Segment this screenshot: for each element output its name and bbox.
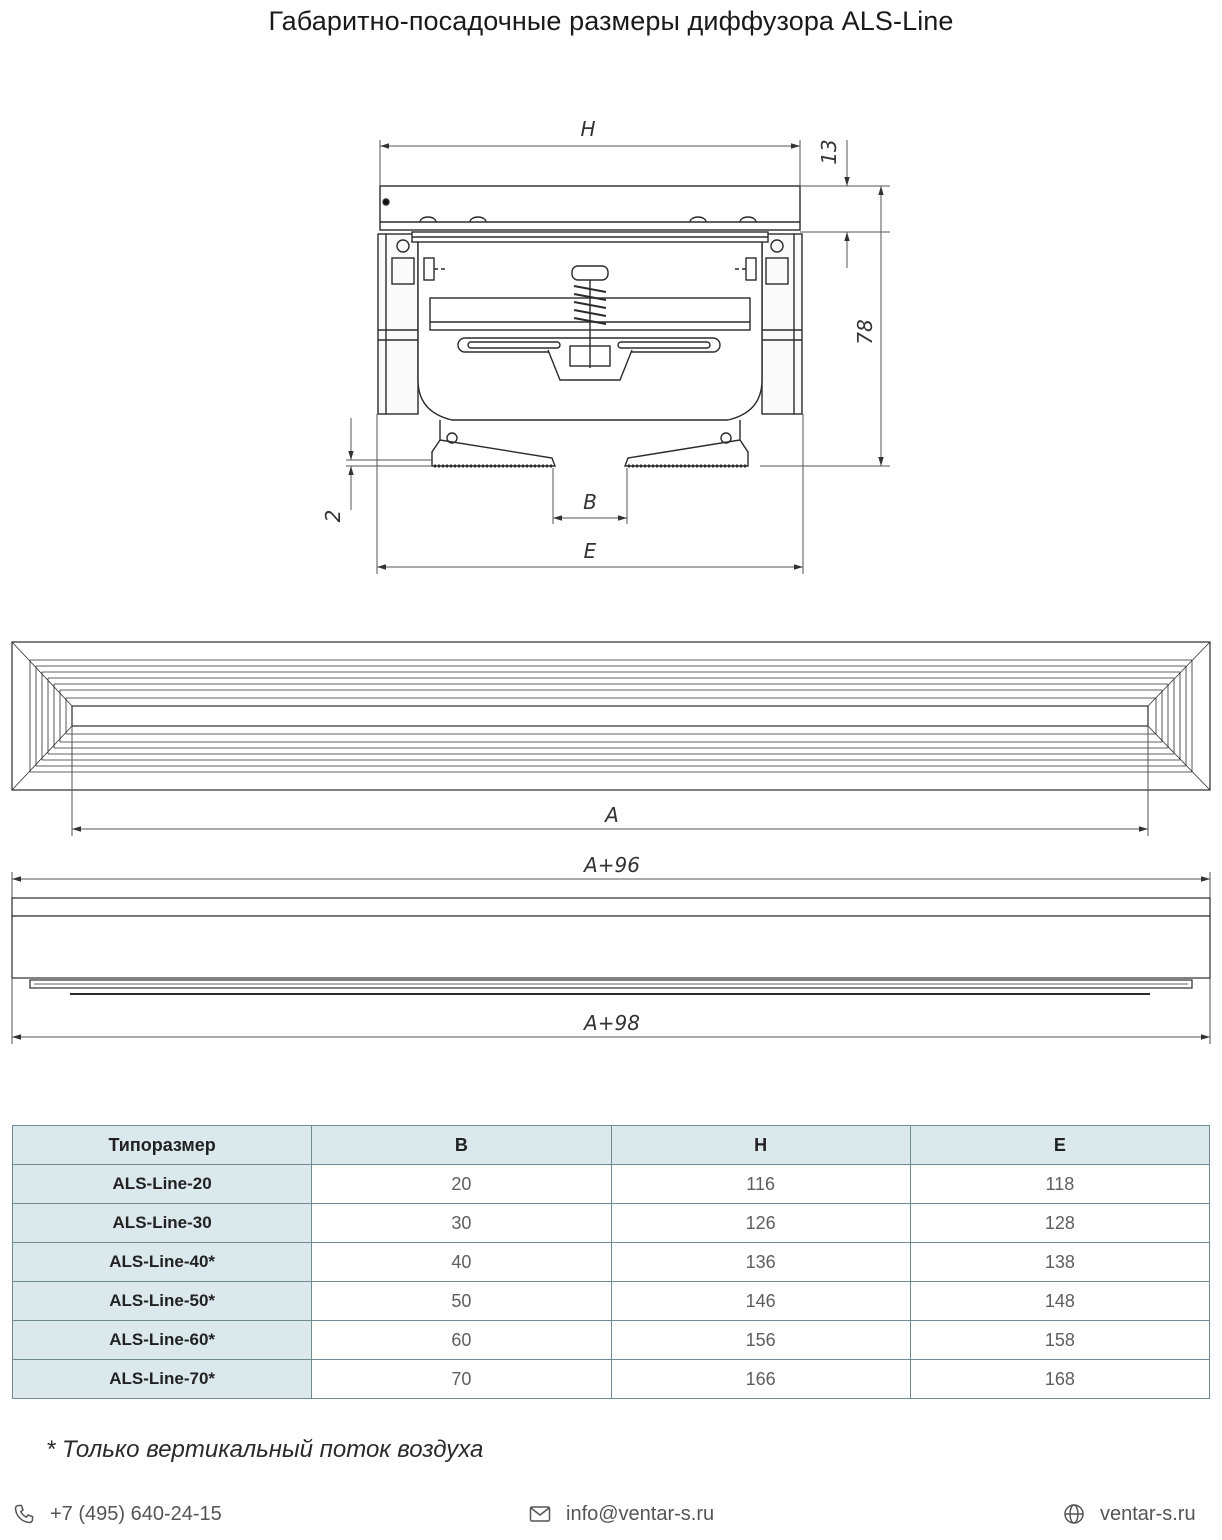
table-row	[13, 1360, 1210, 1399]
h-cell: 116	[611, 1165, 910, 1204]
dim-13-label: 13	[817, 139, 841, 165]
model-cell: ALS-Line-60*	[13, 1321, 312, 1360]
h-cell: 166	[611, 1360, 910, 1399]
footer-email[interactable]	[528, 1502, 714, 1526]
footer	[0, 1500, 1222, 1534]
h-cell: 126	[611, 1204, 910, 1243]
cross-section-view	[378, 186, 802, 466]
footer-phone[interactable]	[12, 1502, 222, 1526]
side-view	[12, 898, 1210, 994]
page-title: Габаритно-посадочные размеры диффузора ALS-Line	[268, 6, 954, 36]
globe-icon	[1062, 1502, 1086, 1526]
e-cell: 148	[910, 1282, 1209, 1321]
col-header-h: H	[611, 1126, 910, 1165]
table-row	[13, 1282, 1210, 1321]
front-view	[12, 642, 1210, 790]
dim-2-label: 2	[321, 509, 345, 523]
e-cell: 138	[910, 1243, 1209, 1282]
b-cell: 40	[312, 1243, 611, 1282]
e-cell: 118	[910, 1165, 1209, 1204]
b-cell: 30	[312, 1204, 611, 1243]
dim-A96-label: A+96	[584, 853, 640, 877]
b-cell: 70	[312, 1360, 611, 1399]
b-cell: 60	[312, 1321, 611, 1360]
col-header-e: E	[910, 1126, 1209, 1165]
e-cell: 168	[910, 1360, 1209, 1399]
phone-icon	[12, 1502, 36, 1526]
sizes-table	[12, 1125, 1210, 1399]
dim-A98-label: A+98	[584, 1011, 640, 1035]
h-cell: 136	[611, 1243, 910, 1282]
model-cell: ALS-Line-20	[13, 1165, 312, 1204]
table-row	[13, 1321, 1210, 1360]
table-row	[13, 1243, 1210, 1282]
model-cell: ALS-Line-70*	[13, 1360, 312, 1399]
table-header-row	[13, 1126, 1210, 1165]
dim-H-label: H	[580, 117, 596, 141]
e-cell: 158	[910, 1321, 1209, 1360]
mail-icon	[528, 1502, 552, 1526]
model-cell: ALS-Line-50*	[13, 1282, 312, 1321]
table-row	[13, 1165, 1210, 1204]
dim-78-label: 78	[853, 319, 877, 345]
b-cell: 50	[312, 1282, 611, 1321]
footer-site[interactable]	[1062, 1502, 1196, 1526]
footnote: * Только вертикальный поток воздуха	[46, 1436, 484, 1463]
dim-B-label: B	[583, 490, 597, 514]
site-text: ventar-s.ru	[1100, 1502, 1196, 1525]
h-cell: 146	[611, 1282, 910, 1321]
col-header-b: B	[312, 1126, 611, 1165]
e-cell: 128	[910, 1204, 1209, 1243]
dim-A-label: A	[605, 803, 619, 827]
h-cell: 156	[611, 1321, 910, 1360]
table-row	[13, 1204, 1210, 1243]
dim-E-label: E	[583, 539, 597, 563]
b-cell: 20	[312, 1165, 611, 1204]
email-text: info@ventar-s.ru	[566, 1502, 715, 1525]
model-cell: ALS-Line-40*	[13, 1243, 312, 1282]
col-header-size: Типоразмер	[13, 1126, 312, 1165]
model-cell: ALS-Line-30	[13, 1204, 312, 1243]
phone-text: +7 (495) 640-24-15	[50, 1502, 222, 1525]
